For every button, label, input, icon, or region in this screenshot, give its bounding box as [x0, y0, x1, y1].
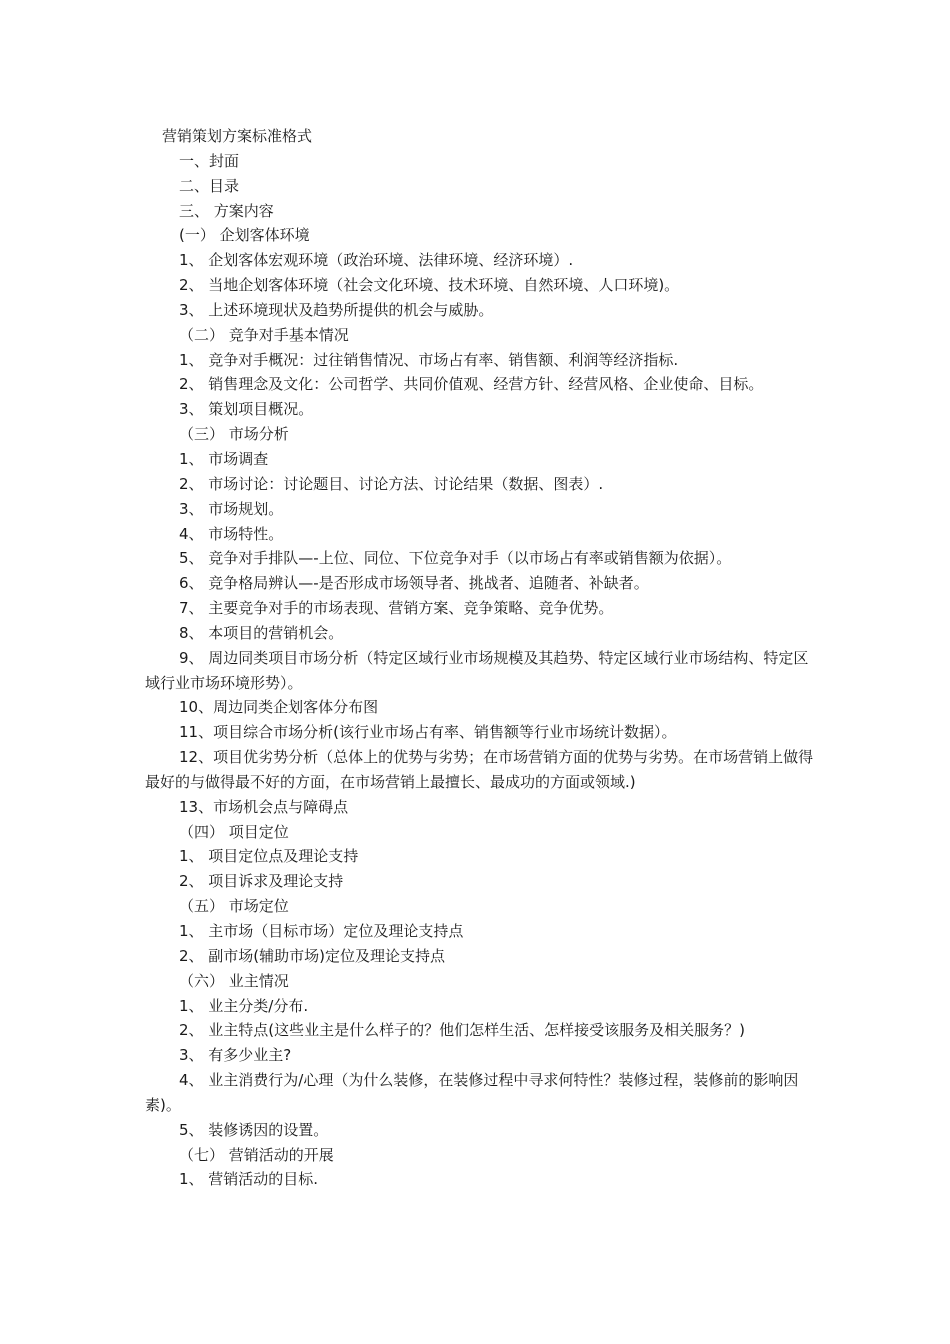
list-item: 1、 业主分类/分布. [179, 996, 309, 1015]
list-item: 6、 竞争格局辨认—-是否形成市场领导者、挑战者、追随者、补缺者。 [179, 574, 649, 593]
subsection-heading: （二） 竞争对手基本情况 [179, 325, 349, 344]
list-item: 2、 市场讨论：讨论题目、讨论方法、讨论结果（数据、图表）. [179, 474, 604, 493]
list-item: 3、 上述环境现状及趋势所提供的机会与威胁。 [179, 300, 494, 319]
list-item: 13、市场机会点与障碍点 [179, 797, 349, 816]
list-item: 2、 副市场(辅助市场)定位及理论支持点 [179, 946, 446, 965]
list-item: 1、 竞争对手概况：过往销售情况、市场占有率、销售额、利润等经济指标. [179, 350, 679, 369]
list-item: 2、 销售理念及文化：公司哲学、共同价值观、经营方针、经营风格、企业使命、目标。 [179, 375, 764, 394]
list-item: 3、 市场规划。 [179, 499, 284, 518]
list-item: 3、 有多少业主? [179, 1046, 292, 1065]
list-item: 2、 当地企划客体环境（社会文化环境、技术环境、自然环境、人口环境)。 [179, 276, 680, 295]
list-item: 1、 市场调查 [179, 449, 269, 468]
section-toc: 二、目录 [179, 176, 240, 195]
list-item: 1、 项目定位点及理论支持 [179, 847, 359, 866]
list-item: 4、 市场特性。 [179, 524, 284, 543]
list-item: 7、 主要竞争对手的市场表现、营销方案、竞争策略、竞争优势。 [179, 599, 614, 618]
subsection-heading: （五） 市场定位 [179, 897, 289, 916]
list-item: 5、 装修诱因的设置。 [179, 1120, 329, 1139]
list-item: 10、周边同类企划客体分布图 [179, 698, 379, 717]
document-body [145, 124, 815, 1192]
subsection-heading: （三） 市场分析 [179, 425, 289, 444]
subsection-heading: (一） 企划客体环境 [179, 226, 310, 245]
list-item: 5、 竞争对手排队—-上位、同位、下位竞争对手（以市场占有率或销售额为依据）。 [179, 549, 732, 568]
list-item: 2、 业主特点(这些业主是什么样子的？他们怎样生活、怎样接受该服务及相关服务？) [179, 1021, 746, 1040]
list-item: 1、 主市场（目标市场）定位及理论支持点 [179, 922, 464, 940]
list-item: 11、项目综合市场分析(该行业市场占有率、销售额等行业市场统计数据）。 [179, 723, 677, 742]
document-title: 营销策划方案标准格式 [162, 127, 313, 145]
list-item: 8、 本项目的营销机会。 [179, 623, 344, 642]
subsection-heading: （六） 业主情况 [179, 971, 289, 990]
list-item: 9、 周边同类项目市场分析（特定区域行业市场规模及其趋势、特定区域行业市场结构、特定区域行业市场环境形势）。 [145, 648, 809, 692]
subsection-heading: （七） 营销活动的开展 [179, 1145, 334, 1164]
list-item: 1、 企划客体宏观环境（政治环境、法律环境、经济环境）. [179, 251, 574, 270]
list-item: 12、项目优劣势分析（总体上的优势与劣势；在市场营销方面的优势与劣势。在市场营销上做得最好的与做得最不好的方面，在市场营销上最擅长、最成功的方面或领域.) [145, 748, 814, 791]
list-item: 4、 业主消费行为/心理（为什么装修，在装修过程中寻求何特性？装修过程，装修前的影响因素)。 [145, 1071, 799, 1114]
list-item: 2、 项目诉求及理论支持 [179, 872, 344, 891]
list-item: 1、 营销活动的目标. [179, 1170, 319, 1189]
subsection-heading: （四） 项目定位 [179, 822, 289, 841]
list-item: 3、 策划项目概况。 [179, 400, 314, 419]
section-content: 三、 方案内容 [179, 201, 274, 220]
section-cover: 一、封面 [179, 151, 240, 170]
